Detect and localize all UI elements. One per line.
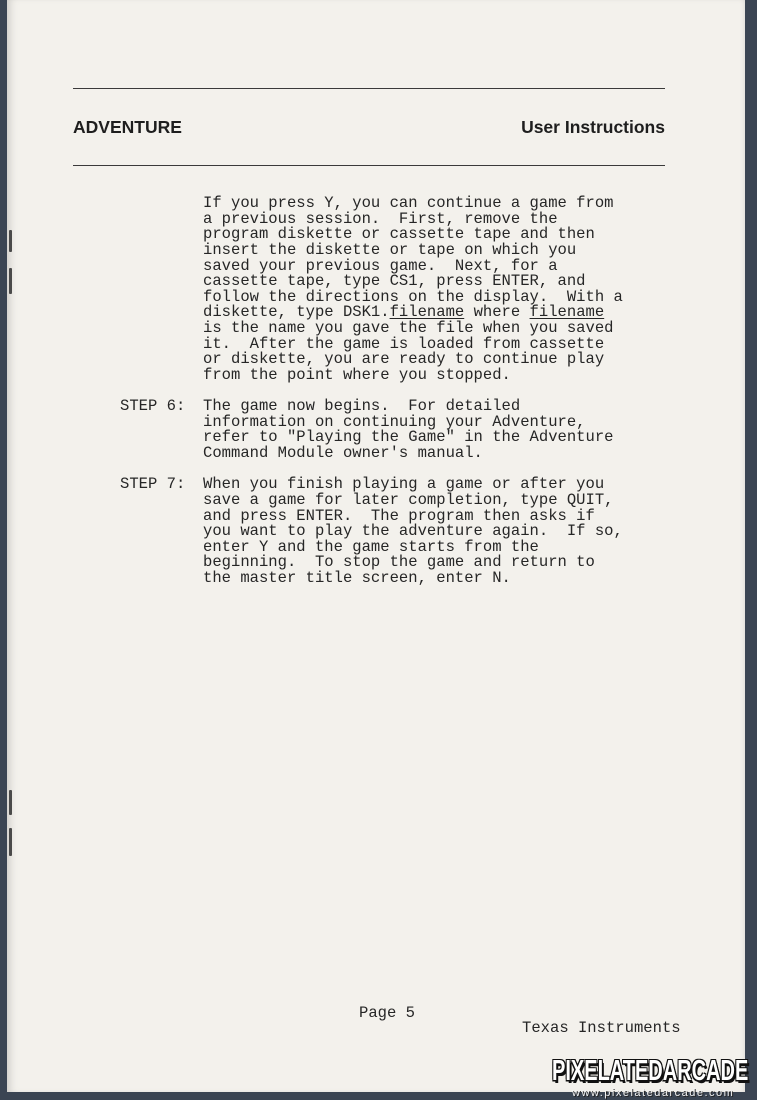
binding-staple-mark [9,790,12,815]
line-text: If you press Y, you can continue a game from [203,194,614,212]
line-text: saved your previous game. Next, for a [203,256,558,275]
line-text: cassette tape, type CS1, press ENTER, and [203,272,586,291]
line-text: refer to "Playing the Game" in the Adventure [203,428,614,447]
line-text: or diskette, you are ready to continue play [203,350,605,369]
line-text: it. After the game is loaded from cassette [203,334,605,353]
section-title: User Instructions [521,117,665,137]
document-title: ADVENTURE [73,117,182,137]
line-text: beginning. To stop the game and return to [203,553,595,572]
line-text-segment: diskette, type DSK1. [203,303,390,322]
line-text: Command Module owner's manual. [203,444,483,462]
page-number: Page 5 [359,1004,415,1022]
line-text: insert the diskette or tape on which you [203,240,577,259]
binding-staple-mark [9,828,12,856]
text-line [120,446,623,462]
line-text: from the point where you stopped. [203,365,511,384]
line-text: The game now begins. For detailed [203,397,521,416]
watermark-logo: PIXELATEDARCADE [552,1055,749,1088]
line-text: is the name you gave the file when you saved [203,319,614,337]
line-text-segment: where [464,303,530,322]
underlined-term: filename [389,303,465,322]
text-line [120,365,623,384]
line-text: a previous session. First, remove the [203,209,558,228]
watermark-url: www.pixelatedarcade.com [572,1087,735,1099]
binding-staple-mark [9,230,12,252]
line-text: enter Y and the game starts from the [203,537,539,556]
line-text: and press ENTER. The program then asks if [203,506,595,525]
publisher-name: Texas Instruments [522,1019,681,1037]
line-text: When you finish playing a game or after you [203,475,605,494]
line-text: follow the directions on the display. With a [203,287,623,306]
binding-staple-mark [9,268,12,294]
underlined-term: filename [529,303,605,322]
line-text: you want to play the adventure again. If so, [203,522,623,541]
line-text: program diskette or cassette tape and then [203,225,595,244]
header-top-rule [73,88,665,90]
line-text: information on continuing your Adventure, [203,412,586,431]
instructions-body [120,196,623,587]
header-bottom-rule [73,165,665,167]
step-label: STEP 6: [120,397,186,416]
step-label: STEP 7: [120,475,186,494]
line-text: save a game for later completion, type QUIT, [203,490,614,509]
text-line [120,571,623,587]
line-text: the master title screen, enter N. [203,569,511,587]
